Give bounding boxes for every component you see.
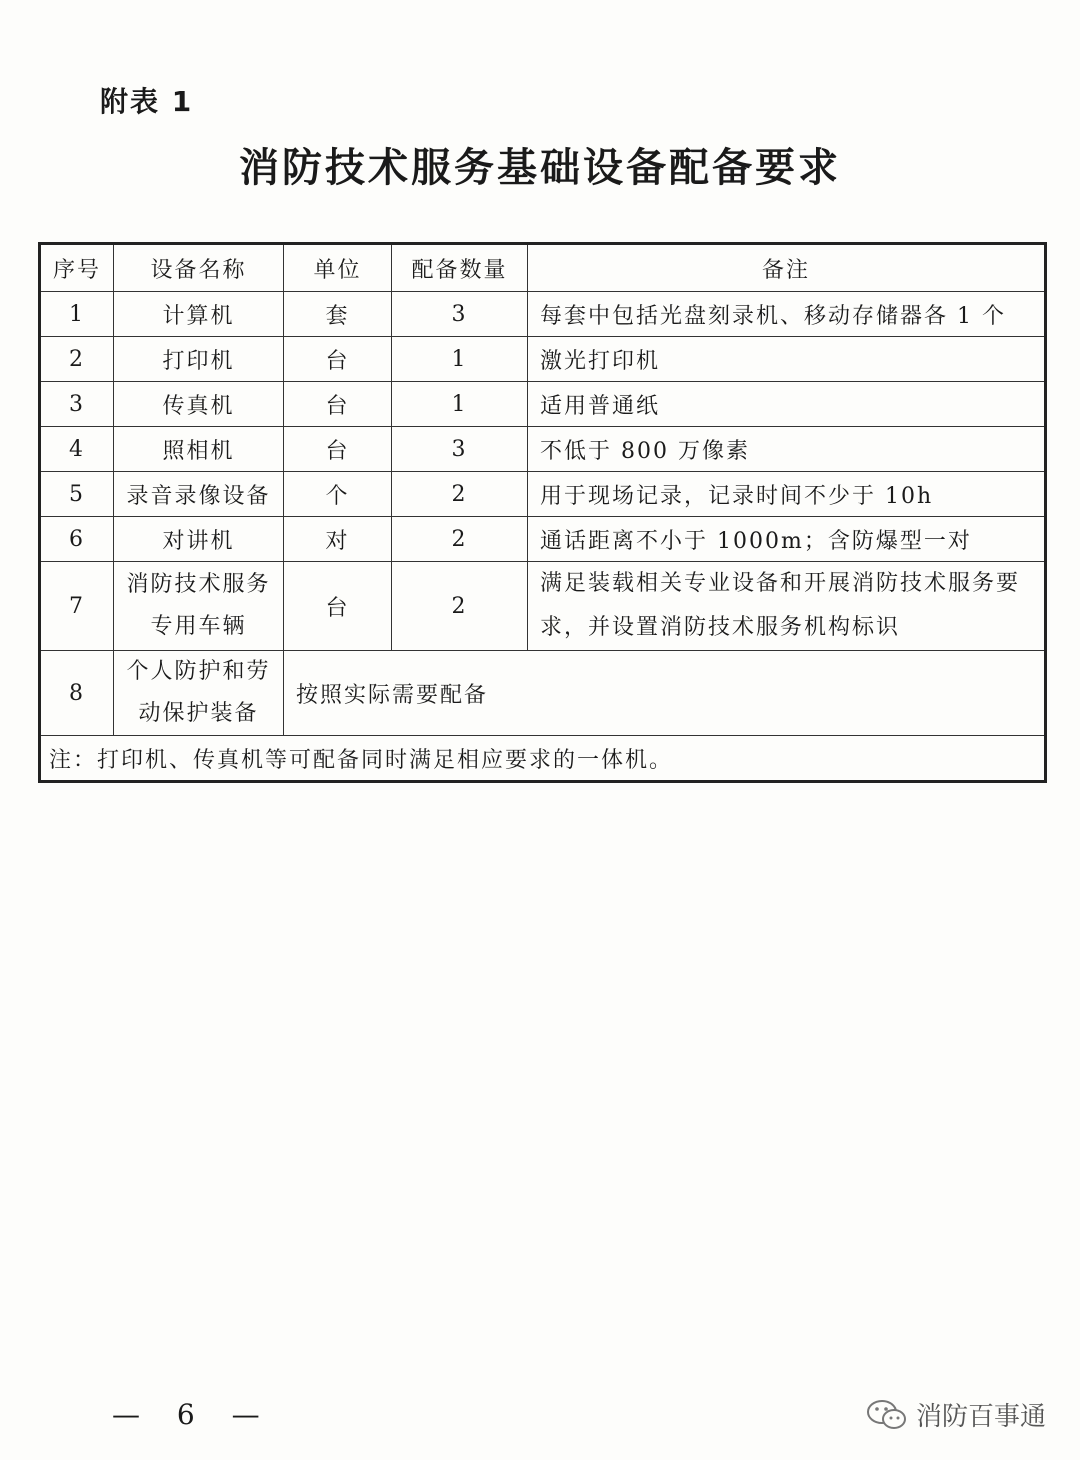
cell-qty: 2	[392, 472, 528, 517]
cell-name	[114, 651, 284, 736]
column-header-remark: 备注	[528, 244, 1046, 292]
cell-merged-remark: 按照实际需要配备	[284, 651, 1046, 736]
table-row	[40, 382, 1046, 427]
cell-remark: 激光打印机	[528, 337, 1046, 382]
cell-qty: 3	[392, 292, 528, 337]
watermark	[866, 1396, 1046, 1433]
cell-unit: 台	[284, 337, 392, 382]
table-row	[40, 562, 1046, 651]
cell-no: 7	[40, 562, 114, 651]
cell-qty: 2	[392, 562, 528, 651]
cell-qty: 3	[392, 427, 528, 472]
cell-name: 对讲机	[114, 517, 284, 562]
cell-name-line: 消防技术服务	[126, 572, 271, 597]
cell-unit: 台	[284, 427, 392, 472]
cell-unit: 台	[284, 562, 392, 651]
cell-remark: 不低于 800 万像素	[528, 427, 1046, 472]
cell-remark	[528, 562, 1046, 651]
cell-remark-line: 满足装载相关专业设备和开展消防技术服务要	[540, 571, 1021, 596]
cell-qty: 1	[392, 337, 528, 382]
column-header-unit: 单位	[284, 244, 392, 292]
table-note-row	[40, 736, 1046, 782]
column-header-no: 序号	[40, 244, 114, 292]
table-row	[40, 337, 1046, 382]
cell-unit: 对	[284, 517, 392, 562]
watermark-text: 消防百事通	[915, 1402, 1046, 1432]
cell-remark: 用于现场记录，记录时间不少于 10h	[528, 472, 1046, 517]
cell-unit: 个	[284, 472, 392, 517]
appendix-label: 附表 1	[100, 85, 194, 118]
table-row	[40, 427, 1046, 472]
cell-name: 计算机	[114, 292, 284, 337]
table-row	[40, 292, 1046, 337]
cell-remark: 每套中包括光盘刻录机、移动存储器各 1 个	[528, 292, 1046, 337]
cell-name: 照相机	[114, 427, 284, 472]
cell-remark: 通话距离不小于 1000m；含防爆型一对	[528, 517, 1046, 562]
cell-remark: 适用普通纸	[528, 382, 1046, 427]
cell-no: 1	[40, 292, 114, 337]
cell-name: 录音录像设备	[114, 472, 284, 517]
cell-no: 5	[40, 472, 114, 517]
table-row	[40, 472, 1046, 517]
cell-name-line: 个人防护和劳	[126, 659, 271, 684]
table-row	[40, 651, 1046, 736]
cell-qty: 1	[392, 382, 528, 427]
cell-no: 6	[40, 517, 114, 562]
cell-no: 4	[40, 427, 114, 472]
table-header-row	[40, 244, 1046, 292]
table-note: 注：打印机、传真机等可配备同时满足相应要求的一体机。	[40, 736, 1046, 782]
table-row	[40, 517, 1046, 562]
column-header-qty: 配备数量	[392, 244, 528, 292]
cell-no: 8	[40, 651, 114, 736]
equipment-table	[38, 242, 1047, 783]
cell-name: 打印机	[114, 337, 284, 382]
cell-unit: 台	[284, 382, 392, 427]
cell-name	[114, 562, 284, 651]
cell-no: 3	[40, 382, 114, 427]
column-header-name: 设备名称	[114, 244, 284, 292]
cell-name-line: 专用车辆	[150, 614, 247, 639]
cell-unit: 套	[284, 292, 392, 337]
cell-name: 传真机	[114, 382, 284, 427]
cell-name-line: 动保护装备	[138, 701, 259, 726]
page-title: 消防技术服务基础设备配备要求	[239, 145, 841, 191]
page-number: — 6 —	[112, 1398, 274, 1431]
cell-qty: 2	[392, 517, 528, 562]
cell-no: 2	[40, 337, 114, 382]
cell-remark-line: 求，并设置消防技术服务机构标识	[540, 615, 901, 640]
wechat-icon	[866, 1399, 908, 1431]
